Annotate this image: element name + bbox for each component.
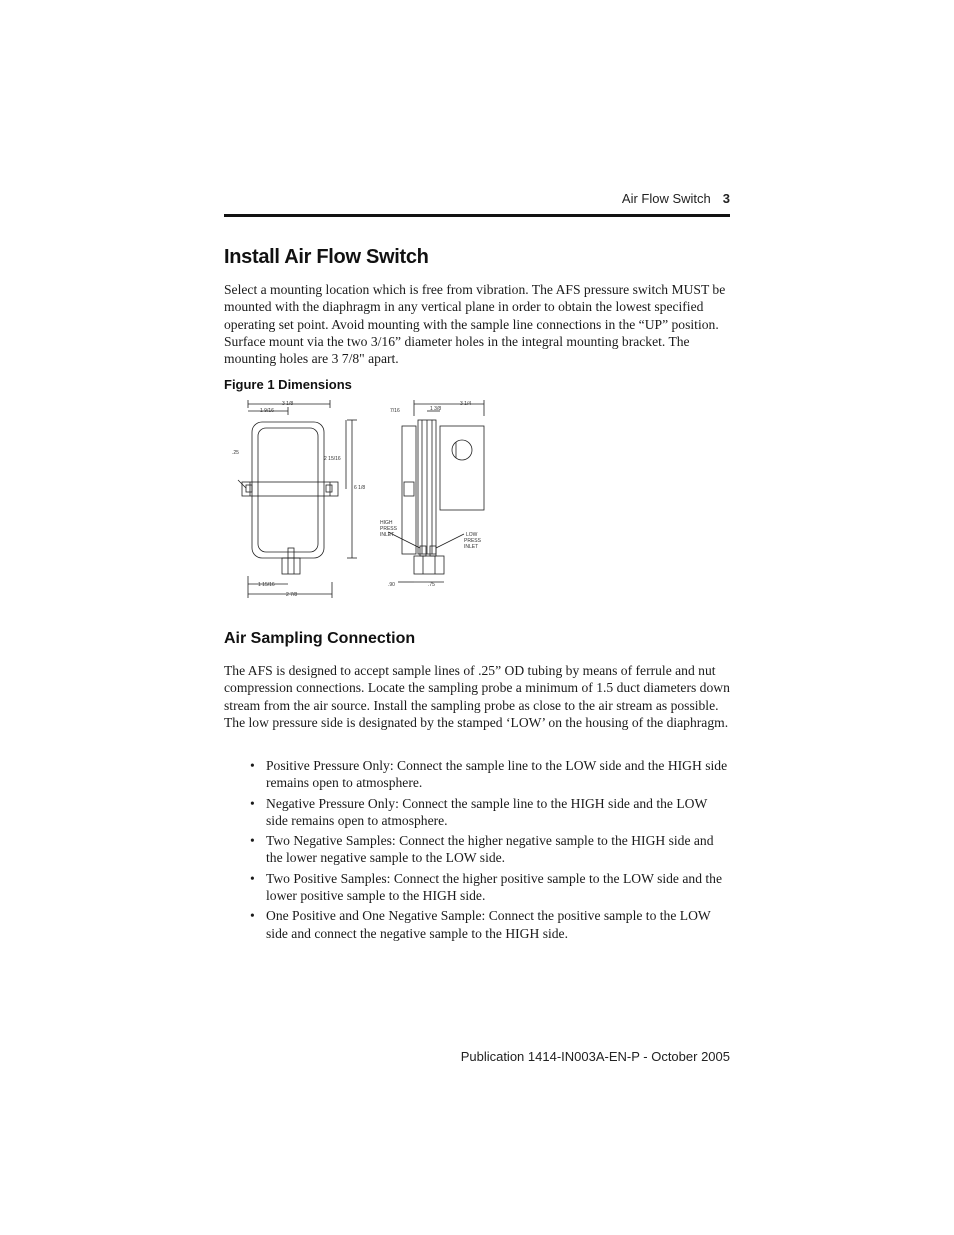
air-sampling-section-title: Air Sampling Connection bbox=[224, 630, 416, 647]
bullet-icon: • bbox=[250, 758, 255, 773]
high-press-inlet-label-line-2: PRESS bbox=[380, 526, 397, 532]
dimensions-drawing bbox=[228, 396, 494, 602]
bullet-icon: • bbox=[250, 908, 255, 924]
list-item-text: One Positive and One Negative Sample: Connect the positive sample to the LOW side and connect the negative sample to the HIGH side. bbox=[266, 908, 711, 941]
list-item-text: Negative Pressure Only: Connect the sample line to the HIGH side and the LOW side remains open to atmosphere. bbox=[266, 795, 708, 828]
air-sampling-paragraph: The AFS is designed to accept sample lines of .25” OD tubing by means of ferrule and nut compression connections. Locate the sampling probe a minimum of 1.5 duct diameters down stream from the air source. Install the sampling probe as close to the air stream as possible. The low pressure side is designated by the stamped ‘LOW’ on the housing of the diaphragm. bbox=[224, 663, 730, 730]
page-number: 3 bbox=[722, 191, 730, 206]
running-header-section: Air Flow Switch bbox=[621, 191, 711, 206]
running-header bbox=[622, 191, 730, 206]
install-paragraph: Select a mounting location which is free from vibration. The AFS pressure switch MUST be mounted with the diaphragm in any vertical plane in order to obtain the lowest specified operating set point. Avoid mounting with the sample line connections in the “UP” position. Surface mount via the two 3/16” diameter holes in the integral mounting bracket. The mounting holes are 3 7/8" apart. bbox=[224, 282, 726, 367]
list-item bbox=[248, 795, 730, 830]
mounting-hole-dimension: .25 bbox=[232, 450, 239, 456]
list-item-text: Two Positive Samples: Connect the higher positive sample to the LOW side and the lower positive sample to the HIGH side. bbox=[266, 870, 723, 904]
front-view-drawing bbox=[238, 400, 357, 598]
front-width-dimension: 3 1/8 bbox=[282, 401, 294, 407]
high-press-inlet-label-line-3: INLET bbox=[380, 532, 395, 538]
front-overall-height-dimension: 6 1/8 bbox=[354, 485, 366, 491]
install-section-title: Install Air Flow Switch bbox=[224, 246, 429, 268]
high-press-inlet-label-line-1: HIGH bbox=[380, 520, 393, 526]
side-offset-dimension: 7/16 bbox=[390, 408, 400, 414]
front-base-dimension: 2 7/8 bbox=[286, 592, 298, 598]
list-item-text: Two Negative Samples: Connect the higher negative sample to the HIGH side and the lower negative sample to the LOW side. bbox=[266, 833, 714, 866]
low-press-inlet-label-line-2: PRESS bbox=[464, 538, 481, 544]
low-press-inlet-label-line-1: LOW bbox=[466, 532, 478, 538]
front-half-width-dimension: 1 9/16 bbox=[260, 408, 274, 414]
low-press-inlet-label-line-3: INLET bbox=[464, 544, 479, 550]
dimensions-figure bbox=[228, 396, 494, 602]
side-bottom-right-dimension: .75 bbox=[428, 582, 435, 588]
list-item bbox=[248, 757, 730, 792]
front-height-dimension: 2 15/16 bbox=[324, 456, 341, 462]
connection-options-list bbox=[248, 757, 730, 945]
list-item-text: Positive Pressure Only: Connect the sample line to the LOW side and the HIGH side remains open to atmosphere. bbox=[266, 758, 728, 791]
side-view-drawing bbox=[388, 400, 484, 582]
bullet-icon: • bbox=[250, 870, 255, 886]
list-item bbox=[248, 832, 730, 867]
header-rule bbox=[224, 214, 730, 217]
side-bottom-left-dimension: .90 bbox=[388, 582, 395, 588]
bullet-icon: • bbox=[250, 795, 255, 811]
front-bottom-dimension: 1 15/16 bbox=[258, 582, 275, 588]
bullet-icon: • bbox=[250, 833, 255, 849]
side-width-dimension: 3 1/4 bbox=[460, 401, 472, 407]
publication-footer: Publication 1414-IN003A-EN-P - October 2005 bbox=[460, 1049, 730, 1064]
figure-caption: Figure 1 Dimensions bbox=[224, 377, 352, 392]
list-item bbox=[248, 907, 730, 942]
side-inner-dimension: 1 3/8 bbox=[430, 406, 442, 412]
list-item bbox=[248, 870, 730, 905]
